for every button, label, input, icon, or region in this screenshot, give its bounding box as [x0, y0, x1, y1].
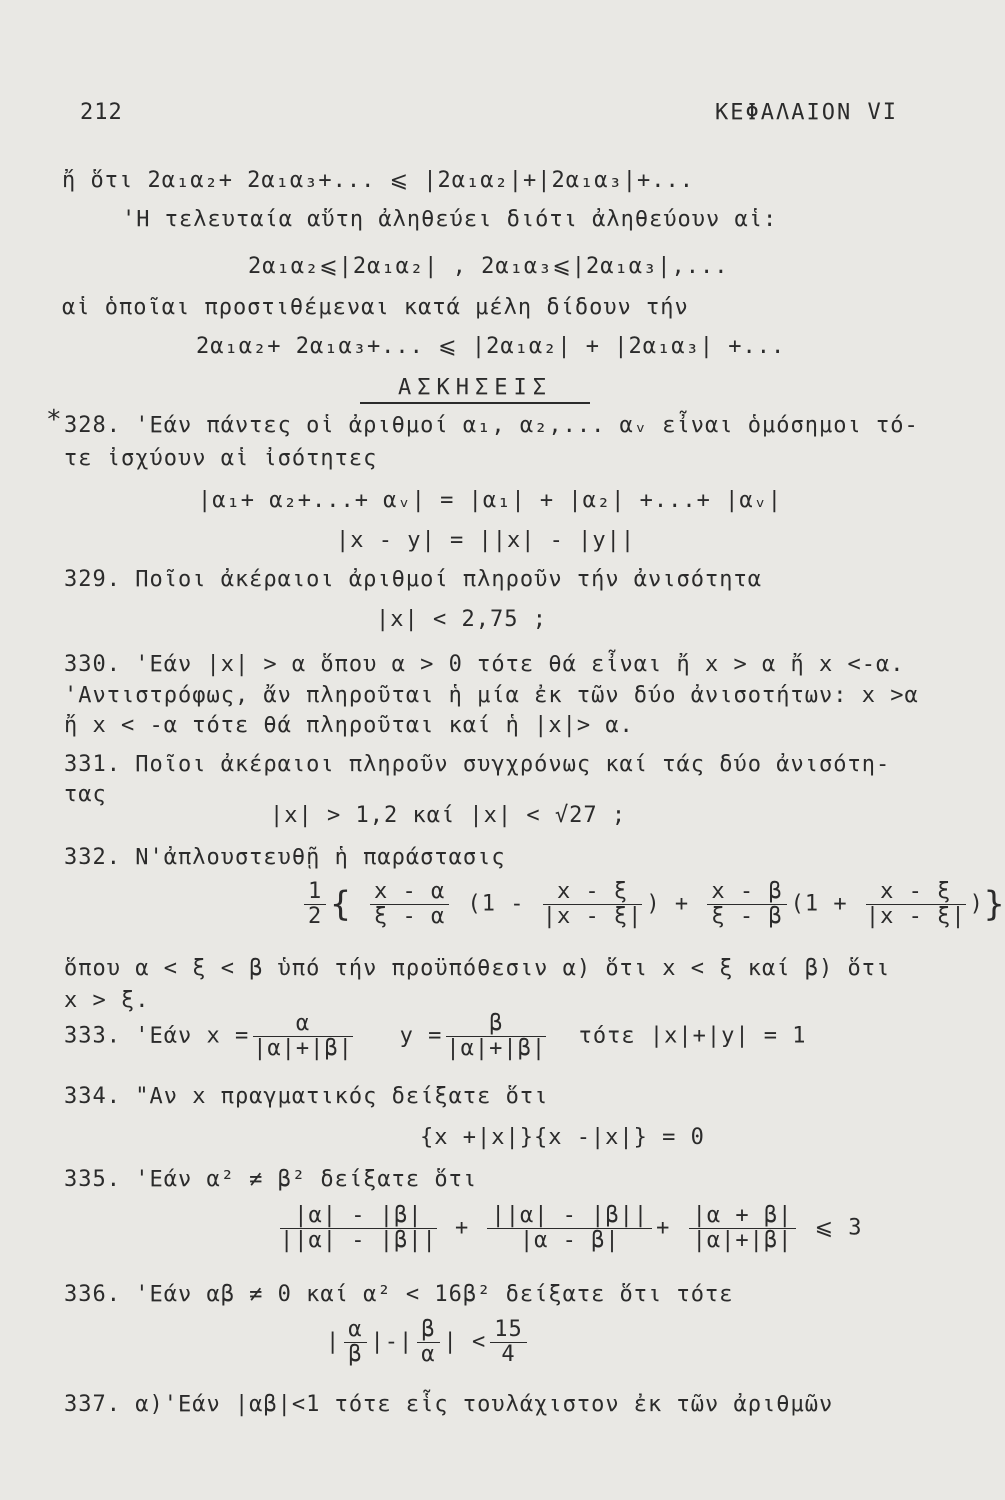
text-line: τας [64, 782, 107, 807]
exercise-329: 329. Ποῖοι ἀκέραιοι ἀριθμοί πληροῦν τήν ἀνισότητα [64, 567, 763, 592]
text-line: 'Αντιστρόφως, ἄν πληροῦται ἡ μία ἐκ τῶν δύο ἀνισοτήτων: x >α [64, 683, 919, 708]
fraction: $\frac{\alpha}{\beta}$ [344, 1318, 366, 1367]
equation-332: $\frac{1}{2}$ { $\frac{x - \alpha}{\xi - \alpha}$ (1 - $\frac{x - \xi}{|x - \xi|}$ ) + $\frac{x - \beta}{\xi - \beta}$ (1 + $\frac{x - \xi}{|x - \xi|}$ )} [300, 880, 1005, 929]
fraction: $\frac{\beta}{|\alpha|+|\beta|}$ [446, 1011, 547, 1061]
fraction: $\frac{x - \alpha}{\xi - \alpha}$ [370, 880, 449, 929]
text-line: x > ξ. [64, 988, 150, 1013]
text-line: ὅπου α < ξ < β ὑπό τήν προϋπόθεσιν α) ὅτι x < ξ καί β) ὅτι [64, 956, 891, 981]
exercise-328: 328. 'Εάν πάντες οἱ ἀριθμοί α₁, α₂,... αᵥ εἶναι ὁμόσημοι τό- [64, 413, 919, 438]
fraction: $\frac{x - \xi}{|x - \xi|}$ [865, 879, 966, 929]
fraction: $\frac{\alpha}{|\alpha|+|\beta|}$ [253, 1011, 353, 1061]
exercise-333: 333. 'Εάν x = $\frac{\alpha}{|\alpha|+|\beta|}$ y = $\frac{\beta}{|\alpha|+|\beta|}$ τότε |x|+|y| = 1 [64, 1011, 807, 1061]
fraction: $\frac{|\alpha| - |\beta|}{||\alpha| - |\beta||}$ [280, 1203, 437, 1253]
fraction: $\frac{15}{4}$ [490, 1318, 527, 1367]
exercise-336: 336. 'Εάν αβ ≠ 0 καί α² < 16β² δείξατε ὅτι τότε [64, 1282, 734, 1307]
fraction: $\frac{1}{2}$ [304, 880, 326, 929]
star-mark: * [46, 405, 62, 435]
text-line: ἤ ὅτι 2α₁α₂+ 2α₁α₃+... ⩽ |2α₁α₂|+|2α₁α₃|+... [62, 168, 694, 193]
exercise-332: 332. Ν'ἀπλουστευθῇ ἡ παράστασις [64, 845, 506, 870]
exercise-337: 337. α)'Εάν |αβ|<1 τότε εἷς τουλάχιστον ἐκ τῶν ἀριθμῶν [64, 1392, 834, 1417]
section-heading: ΑΣΚΗΣΕΙΣ [360, 375, 590, 404]
equation: |α₁+ α₂+...+ αᵥ| = |α₁| + |α₂| +...+ |αᵥ| [198, 488, 783, 513]
exercise-334: 334. "Αν x πραγματικός δείξατε ὅτι [64, 1084, 549, 1109]
equation: 2α₁α₂+ 2α₁α₃+... ⩽ |2α₁α₂| + |2α₁α₃| +... [196, 334, 786, 359]
equation: |x| < 2,75 ; [376, 607, 547, 632]
fraction: $\frac{|\alpha + \beta|}{|\alpha|+|\beta|}$ [689, 1204, 797, 1253]
running-head: ΚΕΦΑΛΑΙΟΝ VI [715, 100, 898, 125]
text-line: ἤ x < -α τότε θά πληροῦται καί ἡ |x|> α. [64, 713, 634, 738]
exercise-331: 331. Ποῖοι ἀκέραιοι πληροῦν συγχρόνως καί τάς δύο ἀνισότη- [64, 752, 891, 777]
exercise-335: 335. 'Εάν α² ≠ β² δείξατε ὅτι [64, 1167, 478, 1192]
equation: |x - y| = ||x| - |y|| [336, 528, 636, 553]
equation: |x| > 1,2 καί |x| < √27 ; [270, 803, 627, 828]
exercise-330: 330. 'Εάν |x| > α ὅπου α > 0 τότε θά εἶναι ἤ x > α ἤ x <-α. [64, 652, 905, 677]
page-number: 212 [80, 100, 123, 125]
text-line: τε ἰσχύουν αἱ ἰσότητες [64, 446, 378, 471]
equation: 2α₁α₂⩽|2α₁α₂| , 2α₁α₃⩽|2α₁α₃|,... [248, 254, 729, 279]
equation-336: | $\frac{\alpha}{\beta}$ |-| $\frac{\beta}{\alpha}$ | < $\frac{15}{4}$ [326, 1318, 531, 1367]
equation: {x +|x|}{x -|x|} = 0 [420, 1125, 705, 1150]
text-line: 'Η τελευταία αὕτη ἀληθεύει διότι ἀληθεύουν αἱ: [122, 207, 778, 232]
fraction: $\frac{||\alpha| - |\beta||}{|\alpha - \beta|}$ [487, 1204, 652, 1253]
fraction: $\frac{x - \beta}{\xi - \beta}$ [707, 880, 786, 929]
equation-335: $\frac{|\alpha| - |\beta|}{||\alpha| - |\beta||}$ + $\frac{||\alpha| - |\beta||}{|\alpha - \beta|}$ + $\frac{|\alpha + \beta|}{|\alpha|+|\beta|}$ ⩽ 3 [280, 1203, 863, 1253]
fraction: $\frac{\beta}{\alpha}$ [417, 1318, 439, 1367]
text-line: αἱ ὁποῖαι προστιθέμεναι κατά μέλη δίδουν τήν [62, 295, 689, 320]
fraction: $\frac{x - \xi}{|x - \xi|}$ [542, 879, 643, 929]
